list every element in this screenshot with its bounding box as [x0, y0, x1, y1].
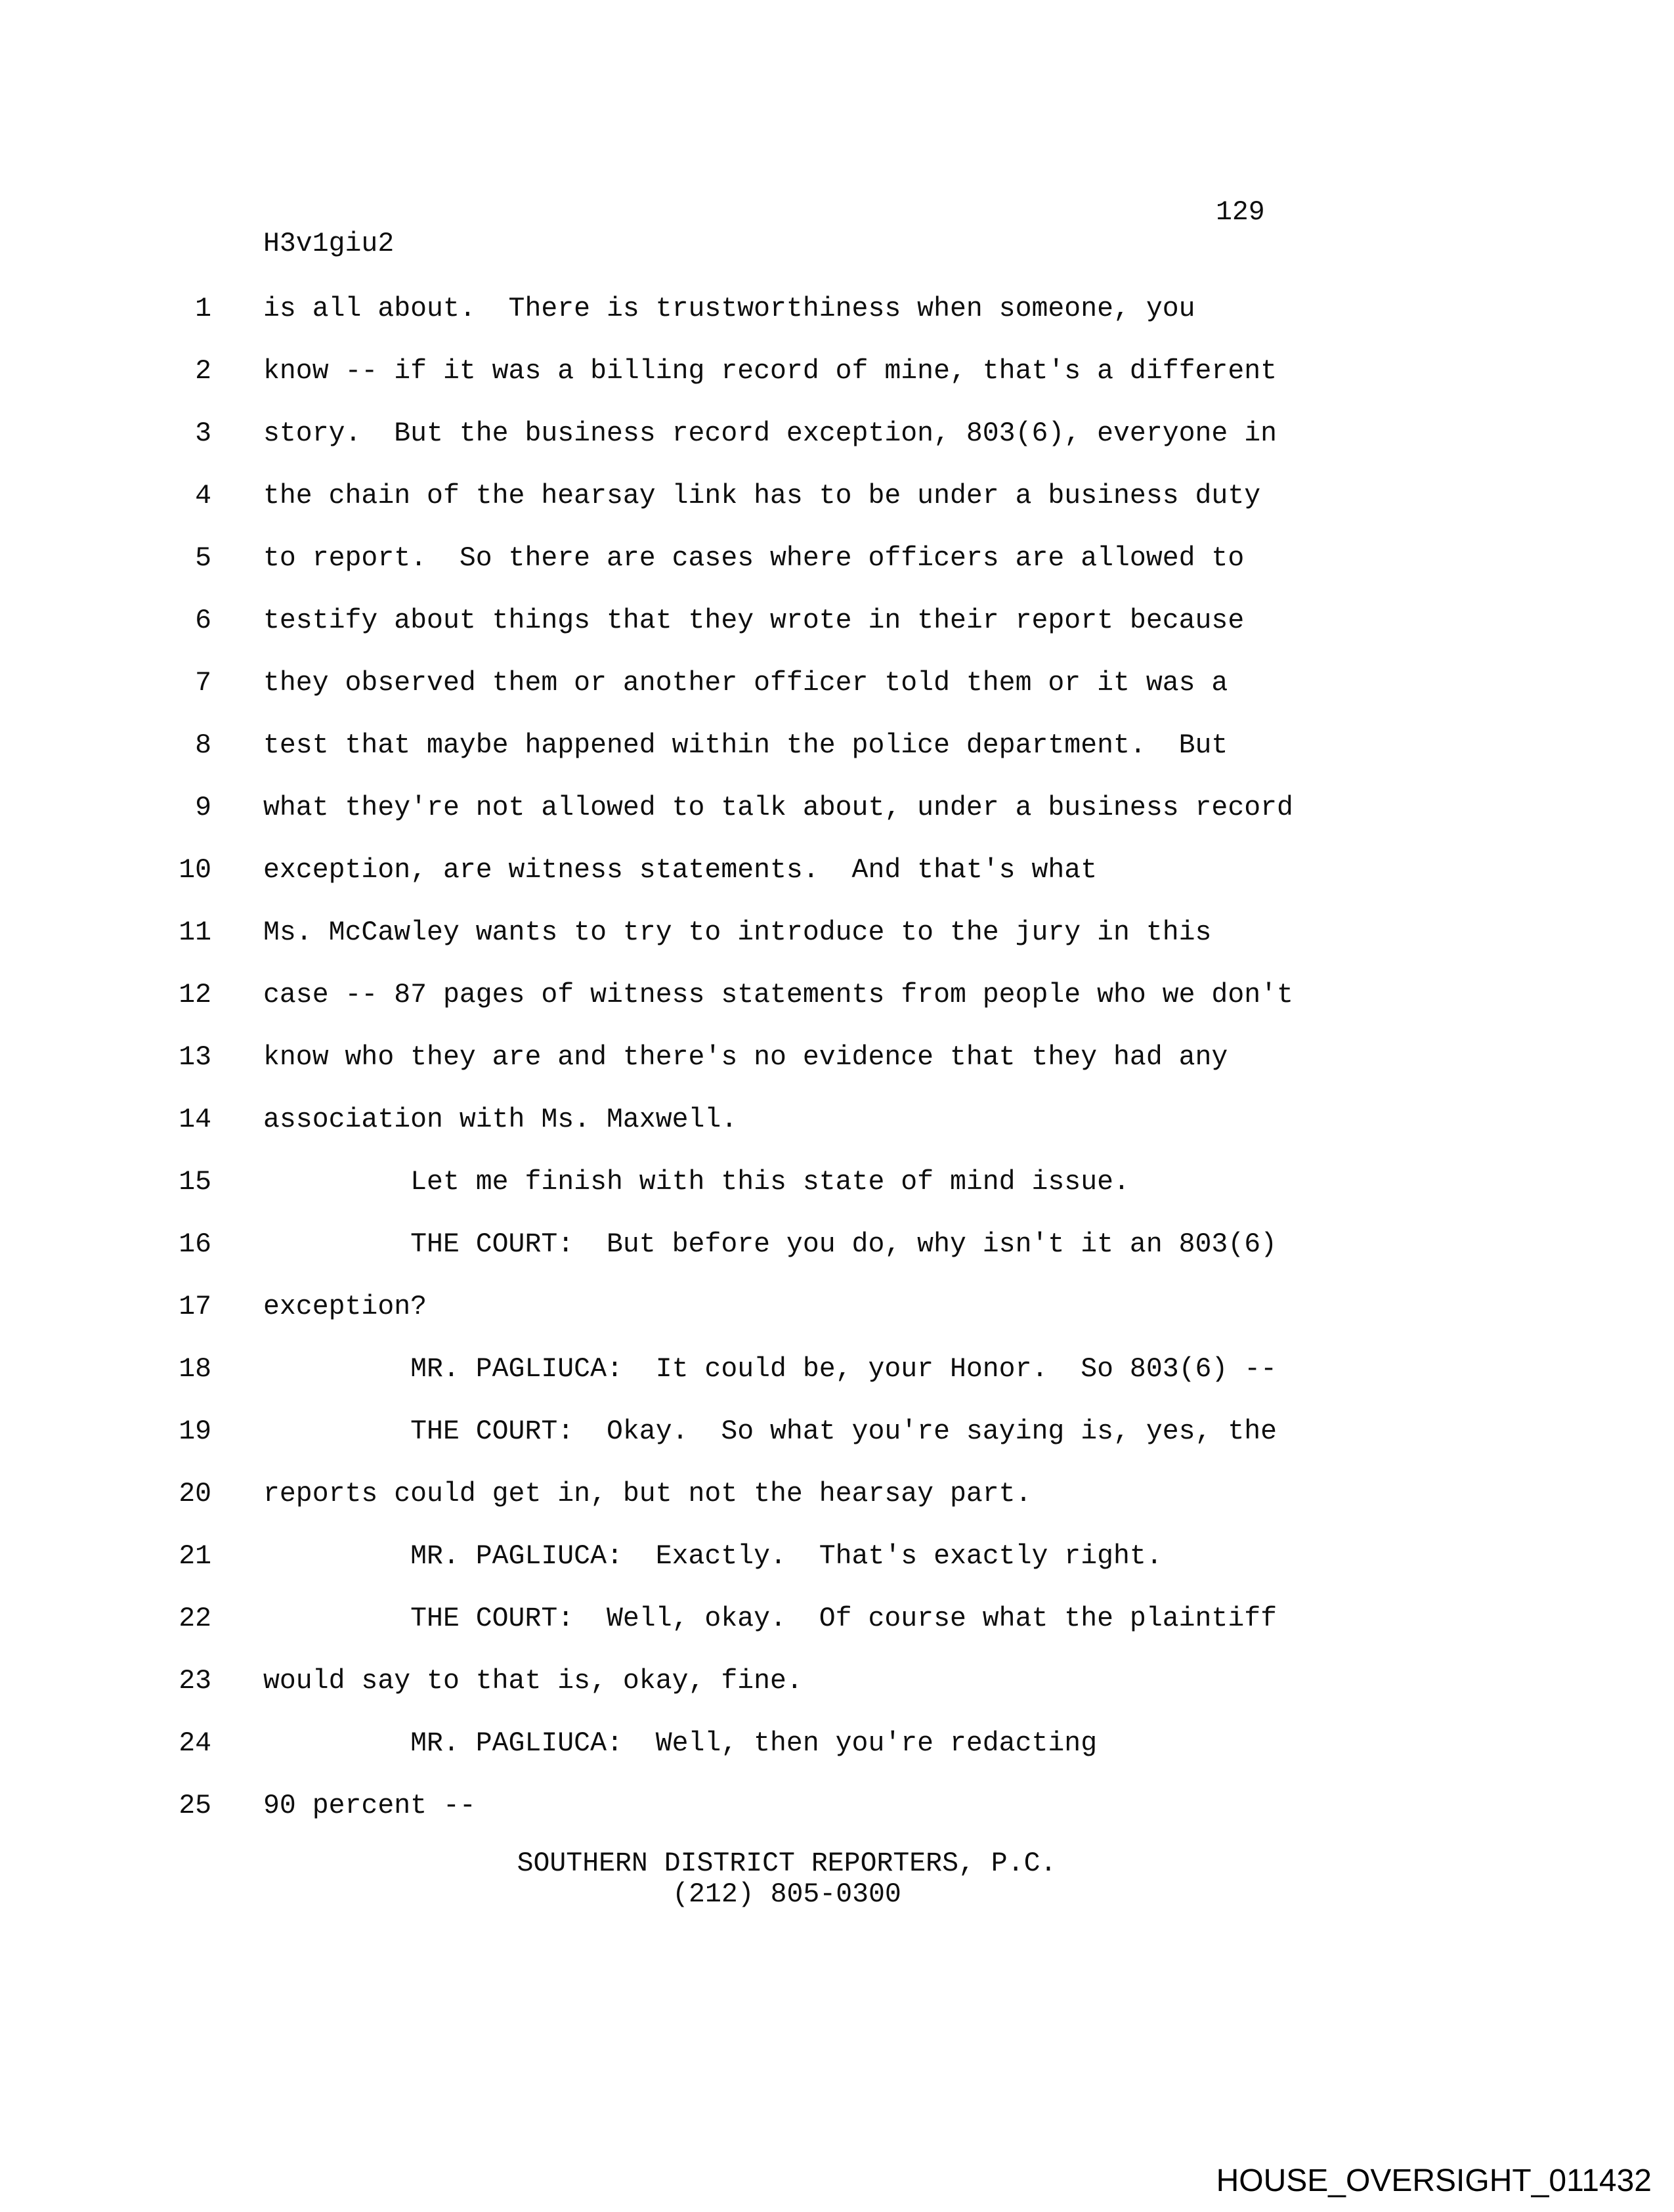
transcript-line — [0, 1167, 1674, 1229]
line-number: 9 — [195, 792, 211, 823]
transcript-line — [0, 1291, 1674, 1354]
transcript-line — [0, 1042, 1674, 1104]
line-number: 5 — [195, 543, 211, 574]
line-number: 12 — [179, 980, 211, 1010]
transcript-line — [0, 543, 1674, 605]
line-text: is all about. There is trustworthiness when someone, you — [263, 293, 1195, 324]
line-number: 18 — [179, 1354, 211, 1385]
line-text: know -- if it was a billing record of mine, that's a different — [263, 356, 1277, 387]
transcript-line — [0, 917, 1674, 980]
line-number: 6 — [195, 605, 211, 636]
line-text: would say to that is, okay, fine. — [263, 1666, 803, 1697]
line-number: 7 — [195, 668, 211, 699]
transcript-line — [0, 1479, 1674, 1541]
line-text: testify about things that they wrote in their report because — [263, 605, 1245, 636]
line-number: 24 — [179, 1728, 211, 1759]
transcript-line — [0, 792, 1674, 855]
line-number: 22 — [179, 1603, 211, 1634]
line-text: test that maybe happened within the police department. But — [263, 730, 1228, 761]
bates-stamp: HOUSE_OVERSIGHT_011432 — [1216, 2163, 1652, 2198]
line-text: Let me finish with this state of mind issue. — [263, 1167, 1130, 1198]
line-text: what they're not allowed to talk about, under a business record — [263, 792, 1293, 823]
transcript-header-code: H3v1giu2 — [263, 228, 395, 259]
line-number: 11 — [179, 917, 211, 948]
line-number: 20 — [179, 1479, 211, 1509]
transcript-line — [0, 730, 1674, 792]
page-number: 129 — [1216, 197, 1265, 228]
line-text: Ms. McCawley wants to try to introduce to the jury in this — [263, 917, 1212, 948]
line-number: 17 — [179, 1291, 211, 1322]
line-text: the chain of the hearsay link has to be under a business duty — [263, 481, 1261, 511]
line-text: MR. PAGLIUCA: Exactly. That's exactly right. — [263, 1541, 1163, 1572]
transcript-line — [0, 1416, 1674, 1479]
transcript-line — [0, 1354, 1674, 1416]
line-text: reports could get in, but not the hearsay part. — [263, 1479, 1032, 1509]
line-number: 4 — [195, 481, 211, 511]
transcript-line — [0, 1728, 1674, 1790]
line-number: 15 — [179, 1167, 211, 1198]
transcript-line — [0, 1104, 1674, 1167]
line-text: MR. PAGLIUCA: Well, then you're redacting — [263, 1728, 1098, 1759]
transcript-line — [0, 356, 1674, 418]
transcript-line — [0, 1790, 1674, 1853]
line-text: know who they are and there's no evidence that they had any — [263, 1042, 1228, 1073]
transcript-line — [0, 1229, 1674, 1291]
line-number: 21 — [179, 1541, 211, 1572]
line-text: they observed them or another officer told them or it was a — [263, 668, 1228, 699]
line-text: THE COURT: But before you do, why isn't it an 803(6) — [263, 1229, 1277, 1260]
line-number: 23 — [179, 1666, 211, 1697]
transcript-body — [0, 293, 1674, 1853]
line-number: 14 — [179, 1104, 211, 1135]
line-number: 2 — [195, 356, 211, 387]
transcript-line — [0, 481, 1674, 543]
line-number: 10 — [179, 855, 211, 886]
line-text: exception, are witness statements. And that's what — [263, 855, 1098, 886]
transcript-line — [0, 980, 1674, 1042]
reporter-phone: (212) 805-0300 — [672, 1879, 901, 1910]
transcript-line — [0, 418, 1674, 481]
line-text: THE COURT: Well, okay. Of course what the plaintiff — [263, 1603, 1277, 1634]
line-text: to report. So there are cases where officers are allowed to — [263, 543, 1245, 574]
line-text: exception? — [263, 1291, 427, 1322]
transcript-line — [0, 1603, 1674, 1666]
transcript-line — [0, 605, 1674, 668]
line-number: 8 — [195, 730, 211, 761]
line-text: THE COURT: Okay. So what you're saying is, yes, the — [263, 1416, 1277, 1447]
line-text: 90 percent -- — [263, 1790, 476, 1821]
line-text: case -- 87 pages of witness statements from people who we don't — [263, 980, 1293, 1010]
line-text: association with Ms. Maxwell. — [263, 1104, 738, 1135]
transcript-line — [0, 668, 1674, 730]
reporter-footer — [263, 1848, 1310, 1910]
transcript-line — [0, 293, 1674, 356]
transcript-line — [0, 855, 1674, 917]
line-number: 19 — [179, 1416, 211, 1447]
reporter-name: SOUTHERN DISTRICT REPORTERS, P.C. — [517, 1848, 1057, 1879]
transcript-line — [0, 1666, 1674, 1728]
line-text: story. But the business record exception, 803(6), everyone in — [263, 418, 1277, 449]
transcript-line — [0, 1541, 1674, 1603]
line-number: 16 — [179, 1229, 211, 1260]
line-text: MR. PAGLIUCA: It could be, your Honor. So 803(6) -- — [263, 1354, 1277, 1385]
line-number: 25 — [179, 1790, 211, 1821]
line-number: 1 — [195, 293, 211, 324]
line-number: 13 — [179, 1042, 211, 1073]
line-number: 3 — [195, 418, 211, 449]
